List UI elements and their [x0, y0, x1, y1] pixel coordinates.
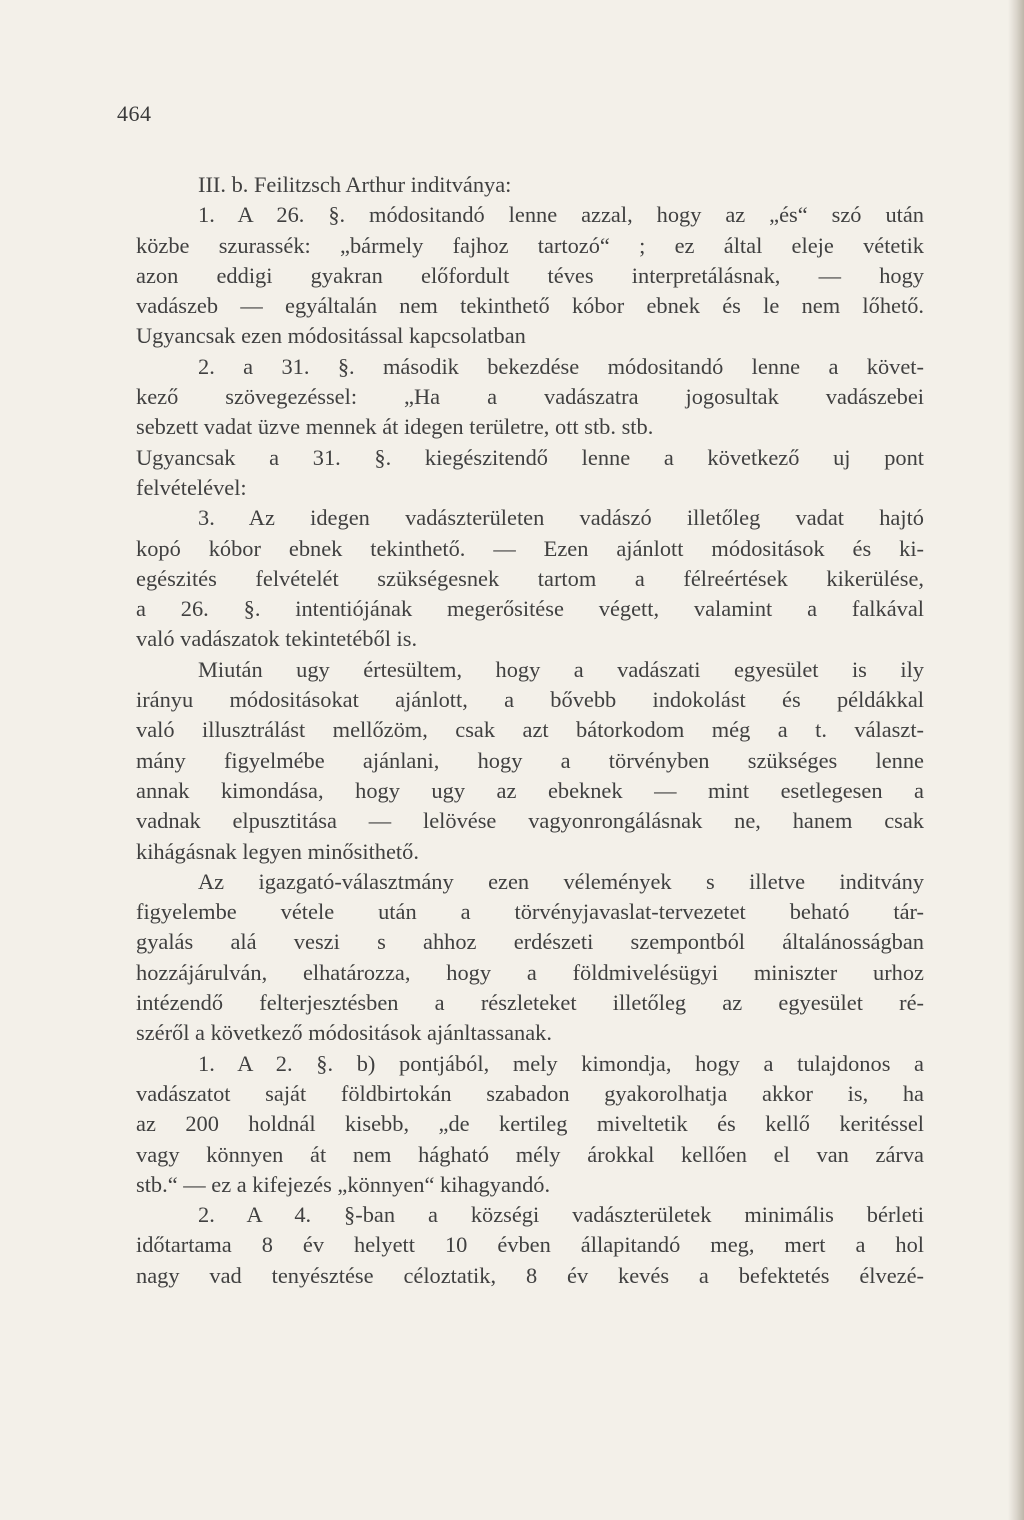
text-line: hozzájárulván, elhatározza, hogy a földmivelésügyi miniszter urhoz: [136, 959, 924, 985]
text-line: kihágásnak legyen minősithető.: [136, 838, 419, 864]
text-line: Ugyancsak a 31. §. kiegészitendő lenne a következő uj pont: [136, 444, 924, 470]
page-number: 464: [117, 101, 152, 126]
text-line: felvételével:: [136, 474, 247, 500]
text-line: Miután ugy értesültem, hogy a vadászati egyesület is ily: [198, 656, 924, 682]
text-line: Az igazgató-választmány ezen vélemények s illetve inditvány: [198, 868, 924, 894]
text-line: azon eddigi gyakran előfordult téves interpretálásnak, — hogy: [136, 262, 924, 288]
text-line: egészités felvételét szükségesnek tartom a félreértések kikerülése,: [136, 565, 924, 591]
text-line: széről a következő módositások ajánltassanak.: [136, 1020, 552, 1046]
text-line: kező szövegezéssel: „Ha a vadászatra jogosultak vadászebei: [136, 384, 924, 410]
text-line: mány figyelmébe ajánlani, hogy a törvényben szükséges lenne: [136, 747, 924, 773]
text-line: 1. A 2. §. b) pontjából, mely kimondja, hogy a tulajdonos a: [198, 1050, 924, 1076]
text-line: 2. A 4. §-ban a községi vadászterületek minimális bérleti: [198, 1202, 924, 1228]
page-edge-shadow: [1008, 0, 1024, 1520]
text-line: időtartama 8 év helyett 10 évben állapitandó meg, mert a hol: [136, 1232, 924, 1258]
text-line: közbe szurassék: „bármely fajhoz tartozó“ ; ez által eleje vétetik: [136, 232, 924, 258]
text-line: vadnak elpusztitása — lelövése vagyonrongálásnak ne, hanem csak: [136, 808, 924, 834]
text-line: Ugyancsak ezen módositással kapcsolatban: [136, 323, 526, 349]
text-line: gyalás alá veszi s ahhoz erdészeti szempontból általánosságban: [136, 929, 924, 955]
text-line: a 26. §. intentiójának megerősitése végett, valamint a falkával: [136, 596, 924, 622]
text-line: sebzett vadat üzve mennek át idegen területre, ott stb. stb.: [136, 414, 654, 440]
text-line: való illusztrálást mellőzöm, csak azt bátorkodom még a t. választ-: [136, 717, 924, 743]
text-line: III. b. Feilitzsch Arthur inditványa:: [198, 172, 512, 197]
text-line: 2. a 31. §. második bekezdése módositandó lenne a követ-: [198, 353, 924, 379]
body-text: [136, 170, 924, 1291]
text-line: vagy könnyen át nem hágható mély árokkal kellően el van zárva: [136, 1141, 924, 1167]
text-line: irányu módositásokat ajánlott, a bővebb indokolást és példákkal: [136, 687, 924, 713]
text-line: figyelembe vétele után a törvényjavaslat-tervezetet beható tár-: [136, 899, 924, 925]
text-line: vadászatot saját földbirtokán szabadon gyakorolhatja akkor is, ha: [136, 1080, 924, 1106]
text-line: kopó kóbor ebnek tekinthető. — Ezen ajánlott módositások és ki-: [136, 535, 924, 561]
text-line: intézendő felterjesztésben a részleteket illetőleg az egyesület ré-: [136, 990, 924, 1016]
text-line: stb.“ — ez a kifejezés „könnyen“ kihagyandó.: [136, 1171, 551, 1197]
text-line: annak kimondása, hogy ugy az ebeknek — mint esetlegesen a: [136, 777, 924, 803]
text-line: való vadászatok tekintetéből is.: [136, 626, 418, 652]
text-line: nagy vad tenyésztése céloztatik, 8 év kevés a befektetés élvezé-: [136, 1262, 924, 1288]
text-line: 1. A 26. §. módositandó lenne azzal, hogy az „és“ szó után: [198, 202, 924, 228]
text-line: az 200 holdnál kisebb, „de kertileg miveltetik és kellő keritéssel: [136, 1111, 924, 1137]
text-line: vadászeb — egyáltalán nem tekinthető kóbor ebnek és le nem lőhető.: [136, 293, 924, 319]
text-line: 3. Az idegen vadászterületen vadászó illetőleg vadat hajtó: [198, 505, 924, 531]
